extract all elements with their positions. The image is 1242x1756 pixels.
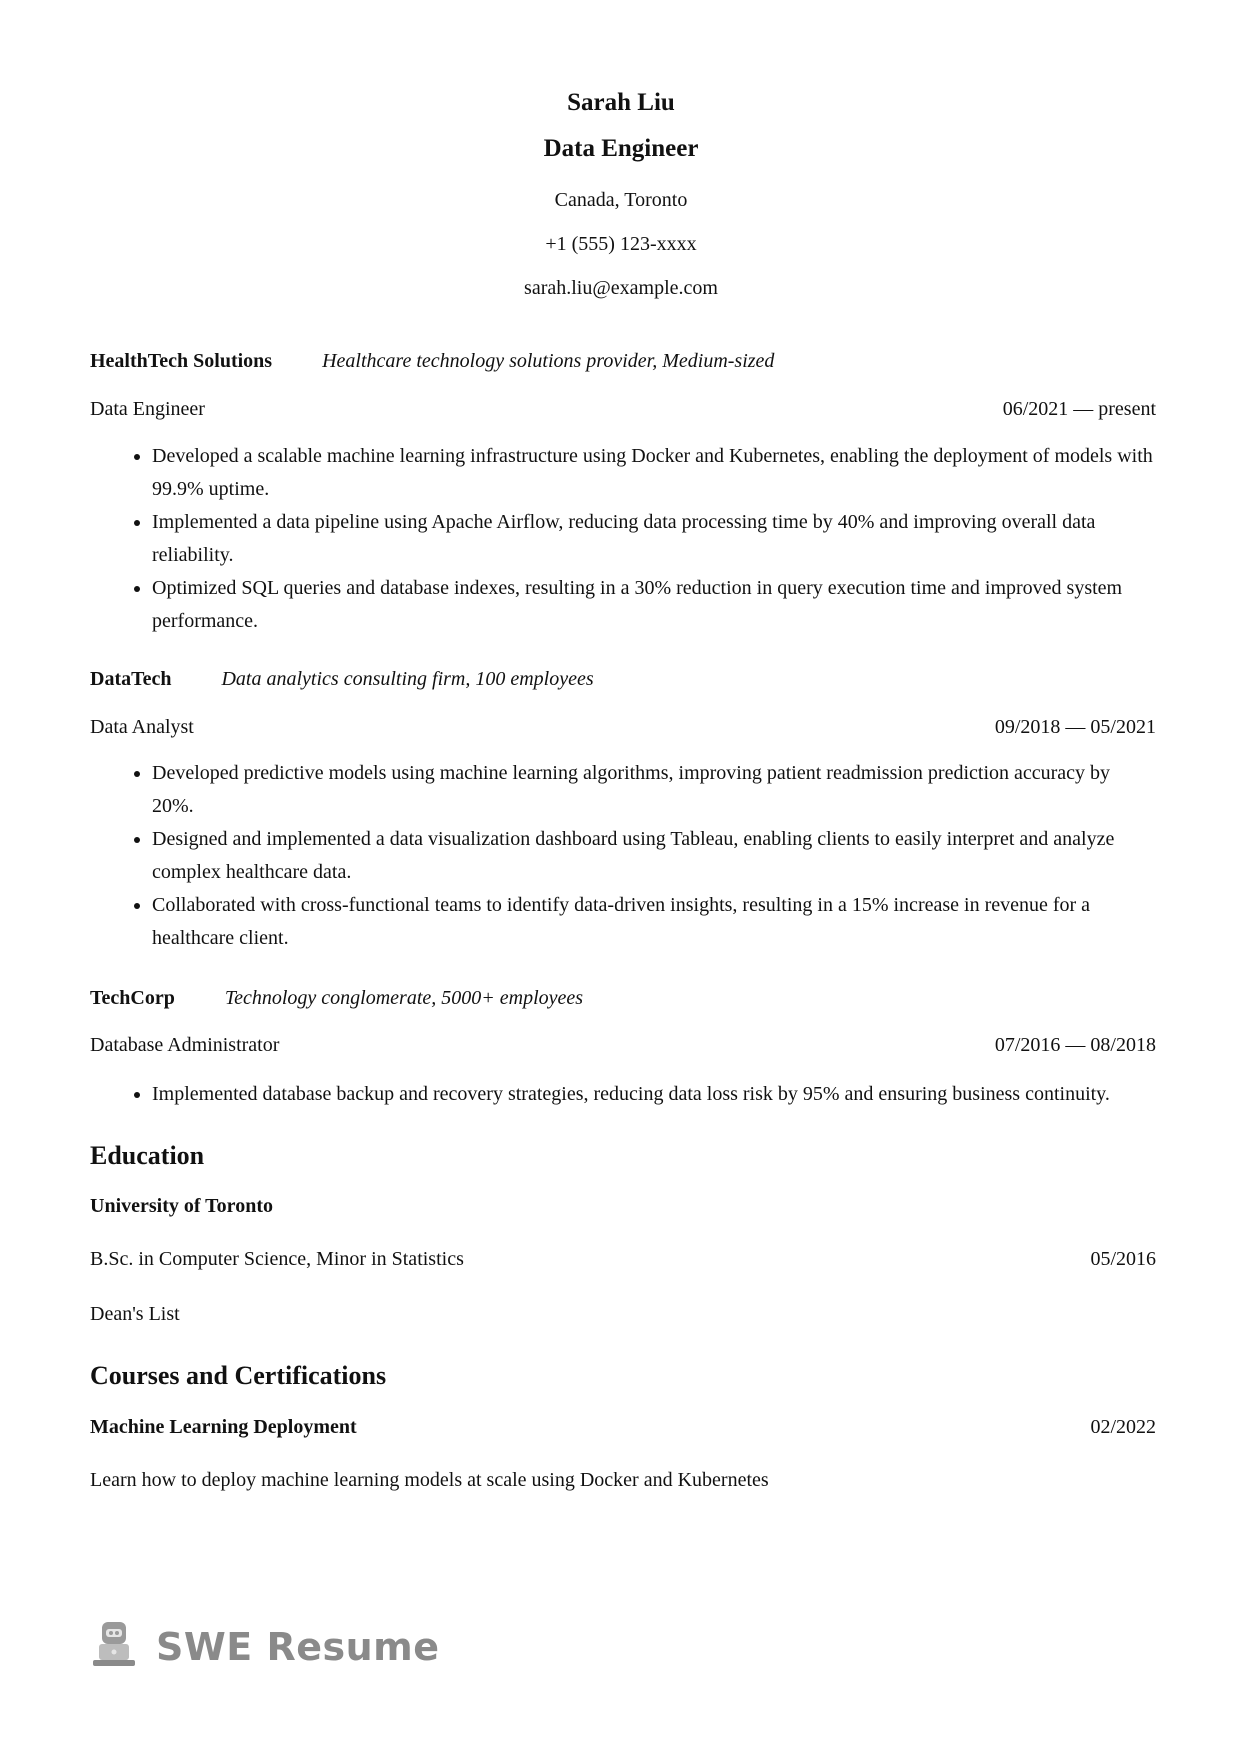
graduation-date: 05/2016 [1090, 1248, 1156, 1270]
section-heading: Education [90, 1141, 205, 1170]
candidate-name: Sarah Liu [567, 89, 675, 116]
company-description: Data analytics consulting firm, 100 employees [221, 668, 594, 690]
achievement-list [90, 1078, 1156, 1111]
course-row [90, 1414, 1156, 1440]
course-name: Machine Learning Deployment [90, 1416, 357, 1438]
experience-entry [90, 348, 1156, 638]
experience-entry [90, 666, 1156, 955]
courses-section [90, 1360, 1156, 1493]
education-section [90, 1140, 1156, 1327]
job-role: Data Analyst [90, 716, 194, 738]
school-name: University of Toronto [90, 1195, 273, 1217]
company-row [90, 348, 1156, 374]
robot-at-laptop-icon [90, 1620, 138, 1673]
degree-name: B.Sc. in Computer Science, Minor in Statistics [90, 1248, 464, 1270]
list-item: • Implemented database backup and recovery strategies, reducing data loss risk by 95% and ensuring business continuity. [152, 1078, 1156, 1111]
degree-row [90, 1246, 1156, 1272]
list-item: • Developed predictive models using machine learning algorithms, improving patient readmission prediction accuracy by 20%. [152, 757, 1156, 823]
contact-email: sarah.liu@example.com [524, 277, 718, 299]
job-dates: 06/2021 — present [1002, 398, 1156, 420]
role-row [90, 1032, 1156, 1058]
job-role: Data Engineer [90, 398, 205, 420]
list-item: • Implemented a data pipeline using Apache Airflow, reducing data processing time by 40% and improving overall data reliability. [152, 506, 1156, 572]
job-dates: 07/2016 — 08/2018 [994, 1034, 1156, 1056]
resume-header [0, 88, 1242, 300]
company-description: Technology conglomerate, 5000+ employees [224, 987, 584, 1009]
contact-location: Canada, Toronto [554, 189, 688, 211]
list-item: • Collaborated with cross-functional teams to identify data-driven insights, resulting in a 15% increase in revenue for a healthcare client. [152, 889, 1156, 955]
course-description: Learn how to deploy machine learning models at scale using Docker and Kubernetes [90, 1469, 769, 1491]
logo-text: SWE Resume [156, 1624, 440, 1669]
role-row [90, 714, 1156, 740]
company-name: HealthTech Solutions [90, 350, 273, 372]
list-item: • Developed a scalable machine learning infrastructure using Docker and Kubernetes, enabling the deployment of models with 99.9% uptime. [152, 440, 1156, 506]
candidate-title: Data Engineer [543, 135, 699, 162]
company-row [90, 985, 1156, 1011]
job-dates: 09/2018 — 05/2021 [994, 716, 1156, 738]
resume-body [90, 348, 1156, 1493]
swe-resume-logo [90, 1620, 440, 1673]
company-name: DataTech [90, 668, 172, 690]
company-row [90, 666, 1156, 692]
list-item: • Designed and implemented a data visualization dashboard using Tableau, enabling clients to easily interpret and analyze complex healthcare data. [152, 823, 1156, 889]
achievement-list [90, 440, 1156, 638]
course-date: 02/2022 [1090, 1416, 1156, 1438]
contact-phone: +1 (555) 123-xxxx [545, 233, 697, 255]
company-description: Healthcare technology solutions provider, Medium-sized [322, 350, 775, 372]
education-note: Dean's List [90, 1303, 180, 1325]
company-name: TechCorp [90, 987, 175, 1009]
role-row [90, 396, 1156, 422]
list-item: • Optimized SQL queries and database indexes, resulting in a 30% reduction in query execution time and improved system performance. [152, 572, 1156, 638]
section-heading: Courses and Certifications [90, 1361, 387, 1390]
experience-entry [90, 985, 1156, 1111]
achievement-list [90, 757, 1156, 955]
job-role: Database Administrator [90, 1034, 280, 1056]
